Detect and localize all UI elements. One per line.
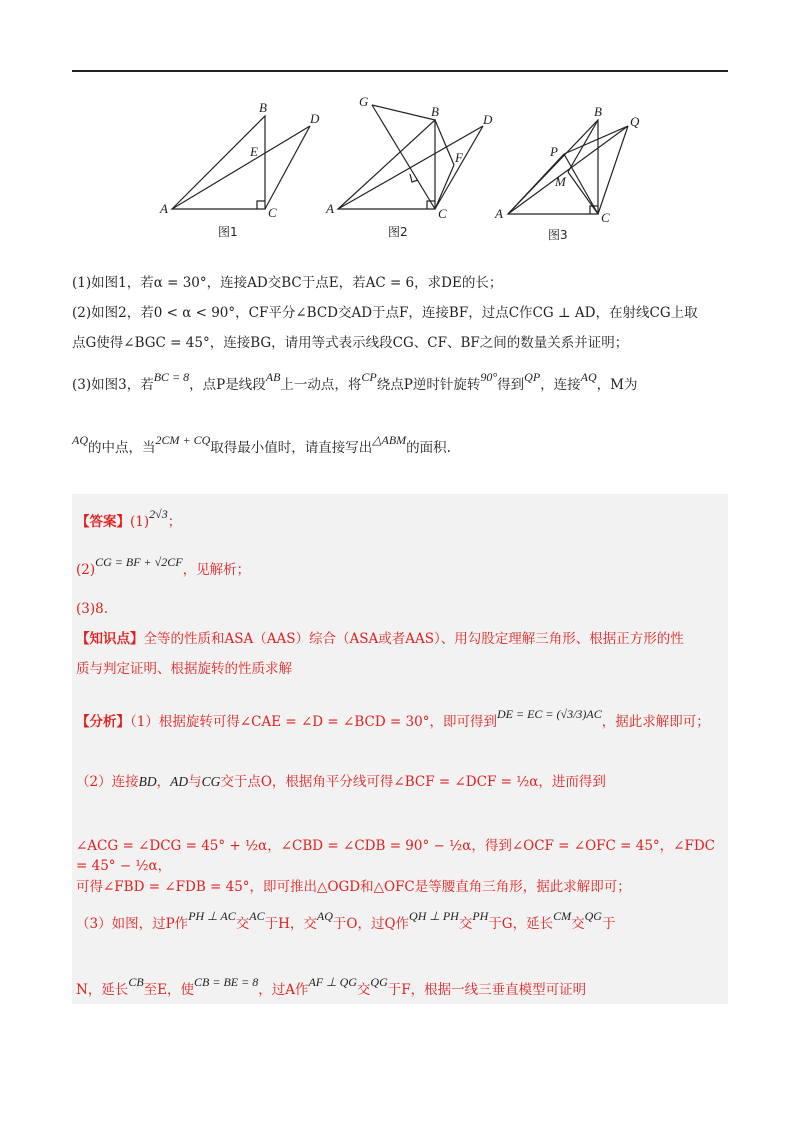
analysis-2f: CG [201,774,221,789]
fig3-label-p: P [550,144,558,159]
analysis-2a: （2）连接 [76,774,139,790]
fig1-label-c: C [268,205,277,220]
answer-2-value: CG = BF + √2CF [95,555,183,569]
analysis-3h: QH ⊥ PH [409,909,459,923]
analysis-tag: 【分析】 [76,714,130,730]
p3-text: 的面积. [406,440,451,456]
analysis-2b: BD [138,774,157,789]
analysis-3r: 至E，使 [143,982,195,998]
problem-part-2-line-1: (2)如图2，若0 < α < 90°，CF平分∠BCD交AD于点F，连接BF，过点C作CG ⊥ AD，在射线CG上取 [72,305,698,321]
fig2-label-c: C [438,206,447,221]
fig3-label-q: Q [630,114,640,129]
analysis-step-2-line-2: ∠ACG = ∠DCG = 45° + ½α，∠CBD = ∠CDB = 90° − ½α，得到∠OCF = ∠OFC = 45°，∠FDC = 45° − ½α， [76,838,716,874]
analysis-3q: CB [128,975,144,989]
fig2-label-g: G [359,94,369,109]
answer-1-prefix: (1) [130,514,150,530]
analysis-3j: PH [472,909,489,923]
answer-1-suffix: ； [167,514,182,530]
p3-text: ，M为 [596,377,638,393]
p3-text: ，点P是线段 [189,377,266,393]
analysis-1c: ，据此求解即可； [601,714,710,730]
fig3-label-m: M [555,174,566,189]
fig3-caption: 图3 [548,228,568,242]
analysis-3x: 于F，根据一线三垂直模型可证明 [387,982,587,998]
p3-triangle: △ABM [372,433,407,447]
p3-text: 取得最小值时，请直接写出 [210,440,373,456]
analysis-3t: ，过A作 [258,982,309,998]
fig2-label-d: D [483,112,493,127]
analysis-3g: 于O，过Q作 [332,916,410,932]
knowledge-line-1 [76,629,726,649]
analysis-1b: DE = EC = (√3/3)AC [496,707,602,721]
problem-part-3-line-1 [72,370,732,395]
fig2-label-f: F [455,150,463,165]
analysis-3o: 于 [601,916,616,932]
fig3-label-a: A [495,206,503,221]
analysis-2c: ， [156,774,171,790]
p3-qp: QP [524,370,541,384]
analysis-step-2-line-3: 可得∠FBD = ∠FDB = 45°，即可推出△OGD和△OFC是等腰直角三角形，据此求解即可； [76,879,631,895]
geometry-figures [150,92,710,252]
analysis-3a: （3）如图，过P作 [76,916,189,932]
fig2-label-b: B [431,104,439,119]
analysis-3m: 交 [571,916,585,932]
fig3-label-b: B [594,104,602,119]
problem-part-2-line-2: 点G使得∠BGC = 45°，连接BG，请用等式表示线段CG、CF、BF之间的数量关系并证明； [72,335,629,351]
p3-aq: AQ [580,370,597,384]
analysis-3k: 于G，延长 [488,916,554,932]
p3-text: ，连接 [540,377,581,393]
answer-line-1 [76,507,726,532]
p3-ab: AB [265,370,281,384]
header-rule [72,70,728,72]
p3-text: 绕点P逆时针旋转 [376,377,481,393]
fig2-caption: 图2 [388,225,408,239]
fig1-caption: 图1 [218,225,238,239]
answer-1-value: 2√3 [149,507,168,521]
figures-panel [150,92,710,252]
analysis-3f: AQ [316,909,333,923]
analysis-step-2-line-1 [76,772,726,792]
p3-text: 得到 [497,377,525,393]
p3-90: 90° [480,370,498,384]
answer-line-2 [76,555,726,580]
analysis-step-3-line-1 [76,909,726,934]
analysis-3n: QG [584,909,602,923]
analysis-2d: AD [170,774,189,789]
knowledge-tag: 【知识点】 [76,631,144,647]
answer-2-suffix: ，见解析； [182,562,251,578]
p3-bc: BC = 8 [153,370,190,384]
answer-2-prefix: (2) [76,562,96,578]
fig1-label-b: B [259,100,267,115]
p3-text: 上一动点，将 [280,377,362,393]
analysis-3e: 于H，交 [264,916,317,932]
analysis-step-1 [76,707,726,732]
p3-aq2: AQ [72,433,88,447]
problem-part-3-line-2 [72,433,732,458]
answer-tag: 【答案】 [76,514,130,530]
analysis-3c: 交 [235,916,250,932]
p3-cp: CP [361,370,377,384]
fig1-label-a: A [160,201,168,216]
knowledge-line-2: 质与判定证明、根据旋转的性质求解 [76,661,292,677]
fig1-label-e: E [250,144,258,159]
fig1-label-d: D [310,111,320,126]
analysis-3w: QG [370,975,388,989]
analysis-3b: PH ⊥ AC [188,909,236,923]
p3-expr: 2CM + CQ [155,433,211,447]
analysis-3s: CB = BE = 8 [194,975,259,989]
analysis-3d: AC [249,909,265,923]
analysis-1a: （1）根据旋转可得∠CAE = ∠D = ∠BCD = 30°，即可得到 [130,714,497,730]
fig3-label-c: C [601,210,610,225]
answer-line-3: (3)8. [76,601,109,617]
problem-part-1: (1)如图1，若α = 30°，连接AD交BC于点E，若AC = 6，求DE的长； [72,275,503,291]
p3-text: (3)如图3，若 [72,377,154,393]
analysis-3u: AF ⊥ QG [308,975,357,989]
analysis-step-3-line-2 [76,975,726,1000]
analysis-3i: 交 [458,916,473,932]
analysis-2g: 交于点O，根据角平分线可得∠BCF = ∠DCF = ½α，进而得到 [220,774,606,790]
knowledge-text-1: 全等的性质和ASA（AAS）综合（ASA或者AAS）、用勾股定理解三角形、根据正方形的性 [143,631,684,647]
analysis-3l: CM [553,909,572,923]
p3-text: 的中点，当 [88,440,156,456]
analysis-2e: 与 [188,774,202,790]
analysis-3p: N，延长 [76,982,129,998]
analysis-3v: 交 [356,982,371,998]
fig2-label-a: A [326,201,334,216]
